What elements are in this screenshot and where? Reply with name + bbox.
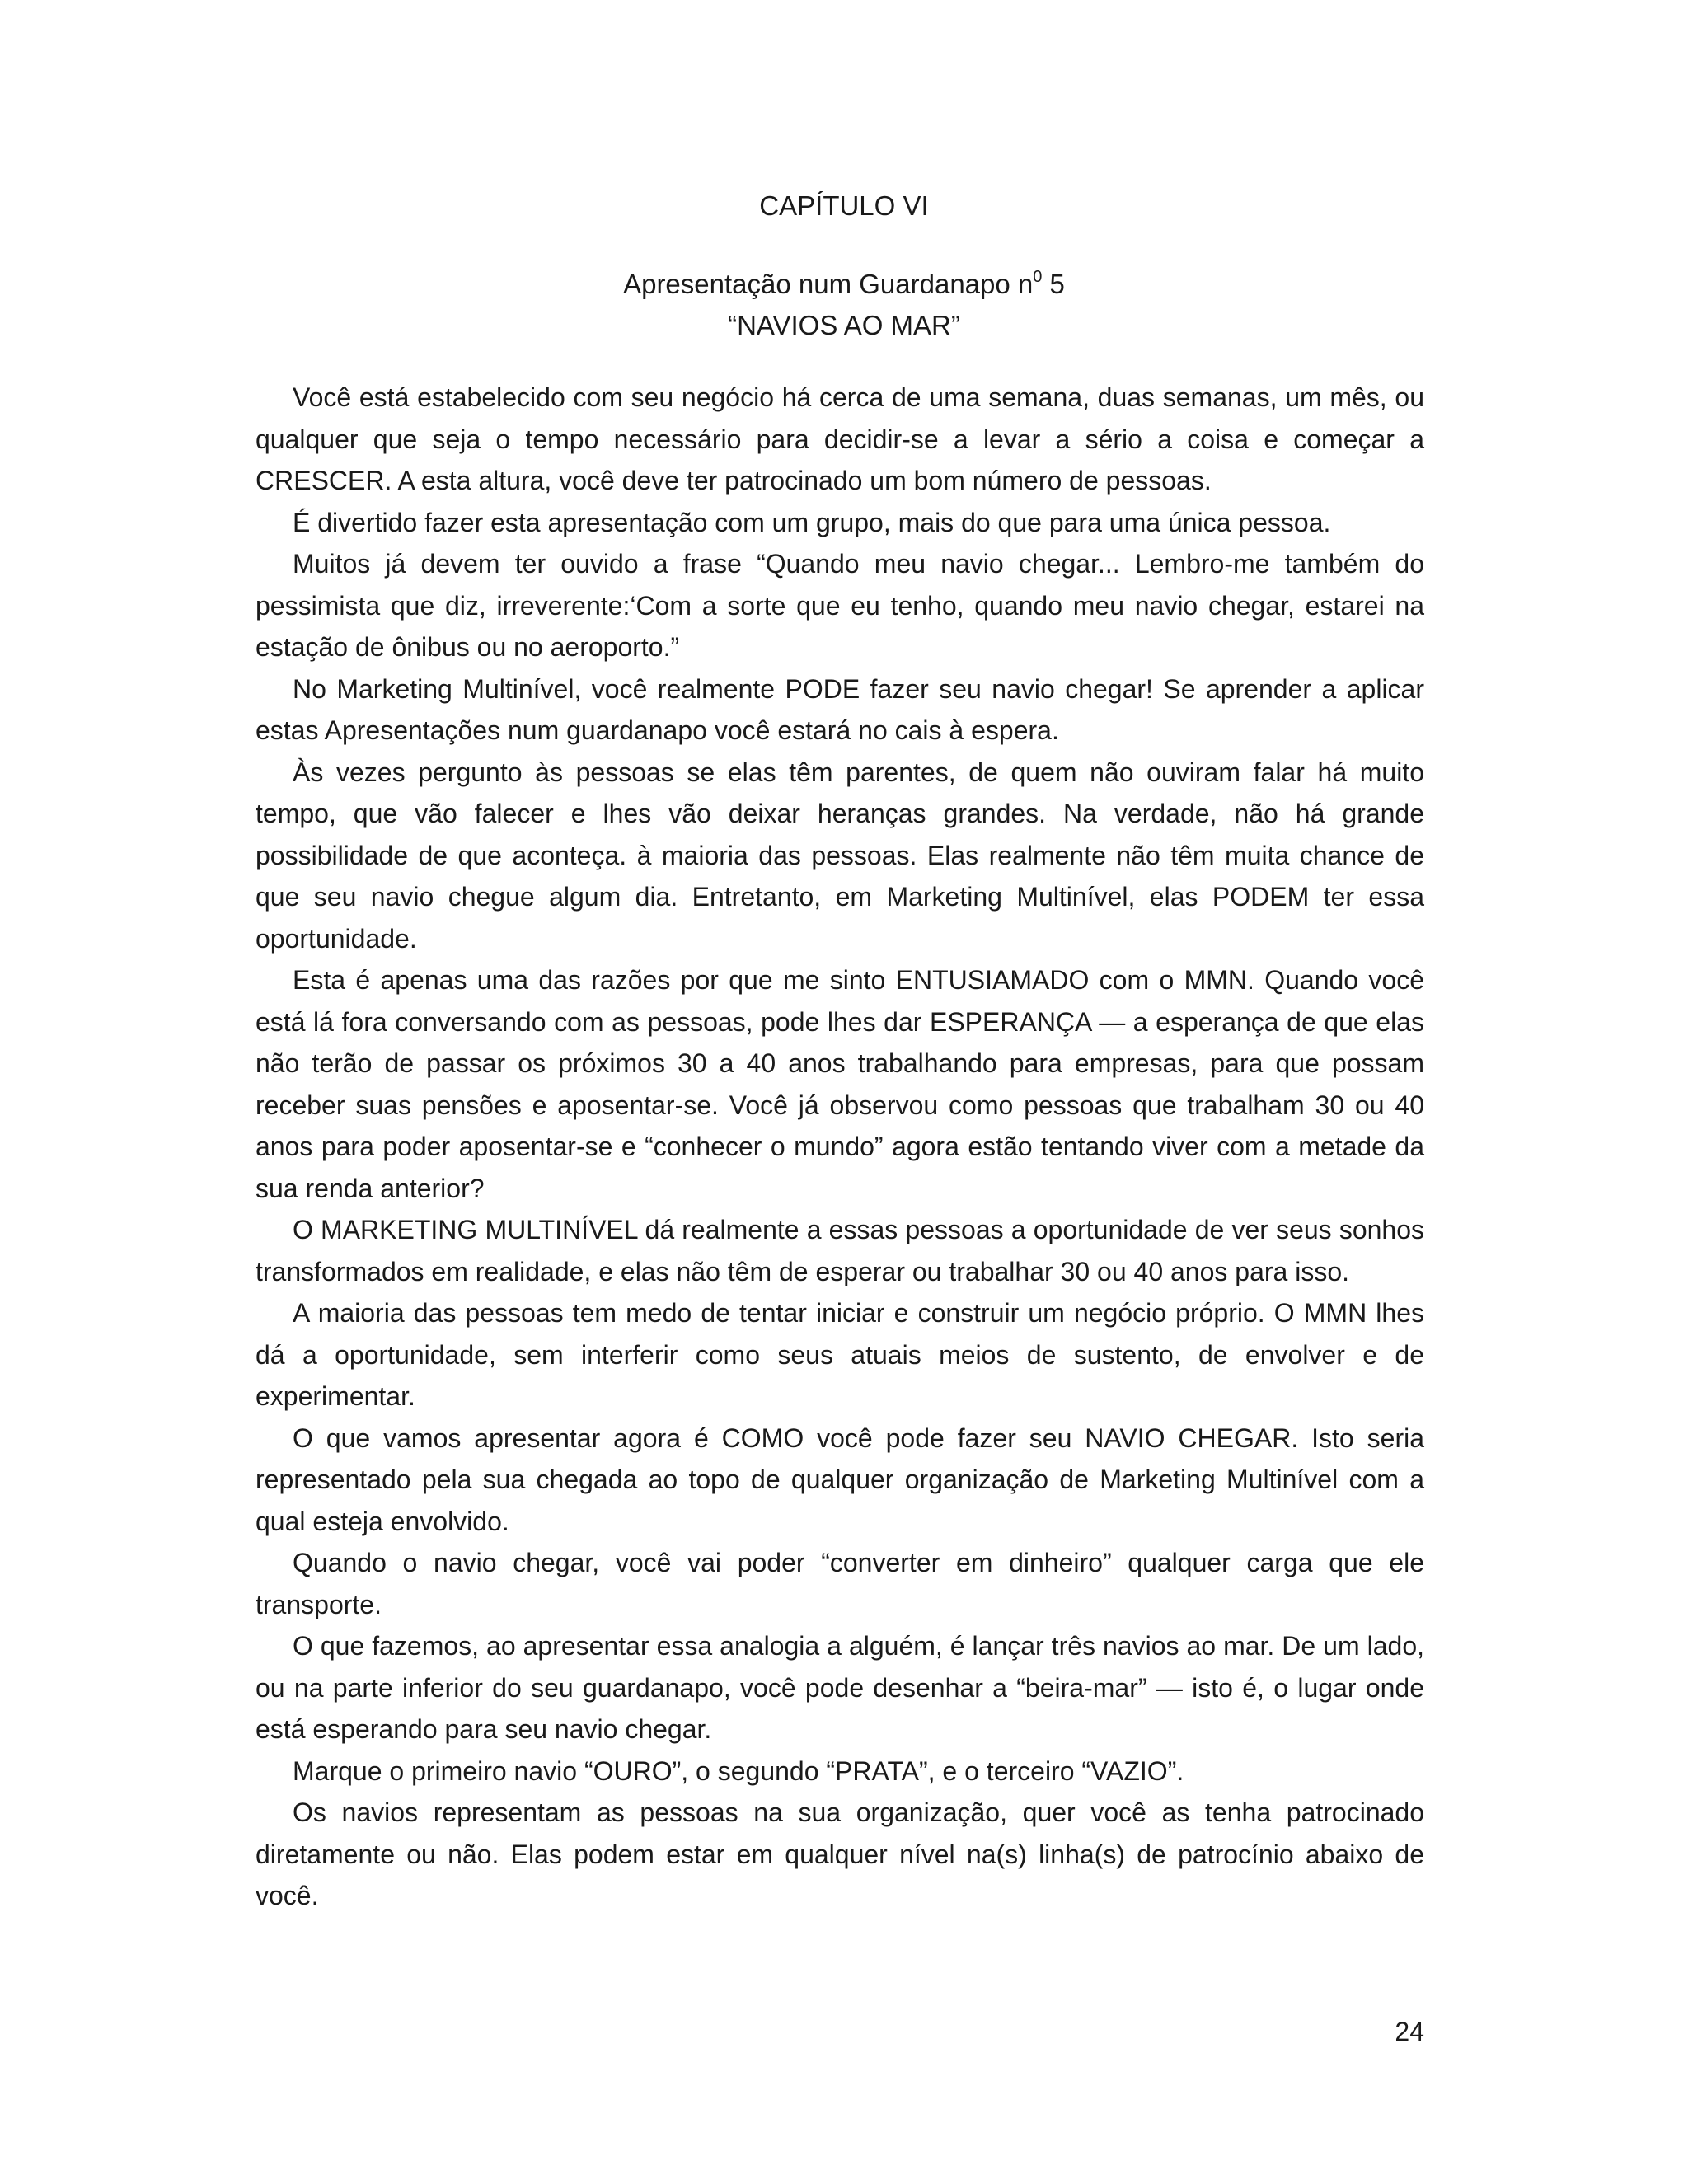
subtitle-superscript: 0 <box>1033 268 1043 286</box>
subtitle-text: Apresentação num Guardanapo n <box>623 269 1034 299</box>
paragraph: É divertido fazer esta apresentação com um grupo, mais do que para uma única pessoa. <box>293 507 1331 537</box>
chapter-title-text: CAPÍTULO VI <box>759 190 929 221</box>
paragraph: Os navios representam as pessoas na sua organização, quer você as tenha patrocinado diretamente ou não. Elas podem estar em qualquer nível na(s) linha(s) de patrocínio abaixo de você. <box>256 1797 1424 1910</box>
paragraph: Esta é apenas uma das razões por que me sinto ENTUSIAMADO com o MMN. Quando você está lá fora conversando com as pessoas, pode lhes dar ESPERANÇA — a esperança de que elas não terão de passar os próximos 30 a 40 anos trabalhando para empresas, para que possam receber suas pensões e aposentar-se. Você já observou como pessoas que trabalham 30 ou 40 anos para poder aposentar-se e “conhecer o mundo” agora estão tentando viver com a metade da sua renda anterior? <box>256 965 1424 1203</box>
paragraph: Quando o navio chegar, você vai poder “converter em dinheiro” qualquer carga que ele transporte. <box>256 1548 1424 1619</box>
subtitle-line-2: “NAVIOS AO MAR” <box>728 310 960 340</box>
subtitle-line-1 <box>0 264 1688 305</box>
chapter-subtitle <box>0 264 1688 346</box>
paragraph: No Marketing Multinível, você realmente PODE fazer seu navio chegar! Se aprender a aplicar estas Apresentações num guardanapo você estará no cais à espera. <box>256 673 1424 745</box>
paragraph: Às vezes pergunto às pessoas se elas têm parentes, de quem não ouviram falar há muito tempo, que vão falecer e lhes vão deixar heranças grandes. Na verdade, não há grande possibilidade de que aconteça. à maioria das pessoas. Elas realmente não têm muita chance de que seu navio chegue algum dia. Entretanto, em Marketing Multinível, elas PODEM ter essa oportunidade. <box>256 757 1424 954</box>
paragraph: O MARKETING MULTINÍVEL dá realmente a essas pessoas a oportunidade de ver seus sonhos transformados em realidade, e elas não têm de esperar ou trabalhar 30 ou 40 anos para isso. <box>256 1215 1424 1286</box>
chapter-title <box>0 188 1688 224</box>
paragraph: Você está estabelecido com seu negócio há cerca de uma semana, duas semanas, um mês, ou qualquer que seja o tempo necessário para decidir-se a levar a sério a coisa e começar a CRESCER. A esta altura, você deve ter patrocinado um bom número de pessoas. <box>256 382 1424 495</box>
paragraph: Muitos já devem ter ouvido a frase “Quando meu navio chegar... Lembro-me também do pessimista que diz, irreverente:‘Com a sorte que eu tenho, quando meu navio chegar, estarei na estação de ônibus ou no aeroporto.” <box>256 549 1424 662</box>
body-text <box>256 377 1424 1917</box>
paragraph: Marque o primeiro navio “OURO”, o segundo “PRATA”, e o terceiro “VAZIO”. <box>293 1755 1184 1786</box>
paragraph: O que fazemos, ao apresentar essa analogia a alguém, é lançar três navios ao mar. De um lado, ou na parte inferior do seu guardanapo, você pode desenhar a “beira-mar” — isto é, o lugar onde está esperando para seu navio chegar. <box>256 1631 1424 1744</box>
paragraph: A maioria das pessoas tem medo de tentar iniciar e construir um negócio próprio. O MMN lhes dá a oportunidade, sem interferir como seus atuais meios de sustento, de envolver e de experimentar. <box>256 1298 1424 1411</box>
paragraph: O que vamos apresentar agora é COMO você pode fazer seu NAVIO CHEGAR. Isto seria representado pela sua chegada ao topo de qualquer organização de Marketing Multinível com a qual esteja envolvido. <box>256 1422 1424 1536</box>
subtitle-number: 5 <box>1042 269 1065 299</box>
page-number: 24 <box>1395 2017 1424 2046</box>
